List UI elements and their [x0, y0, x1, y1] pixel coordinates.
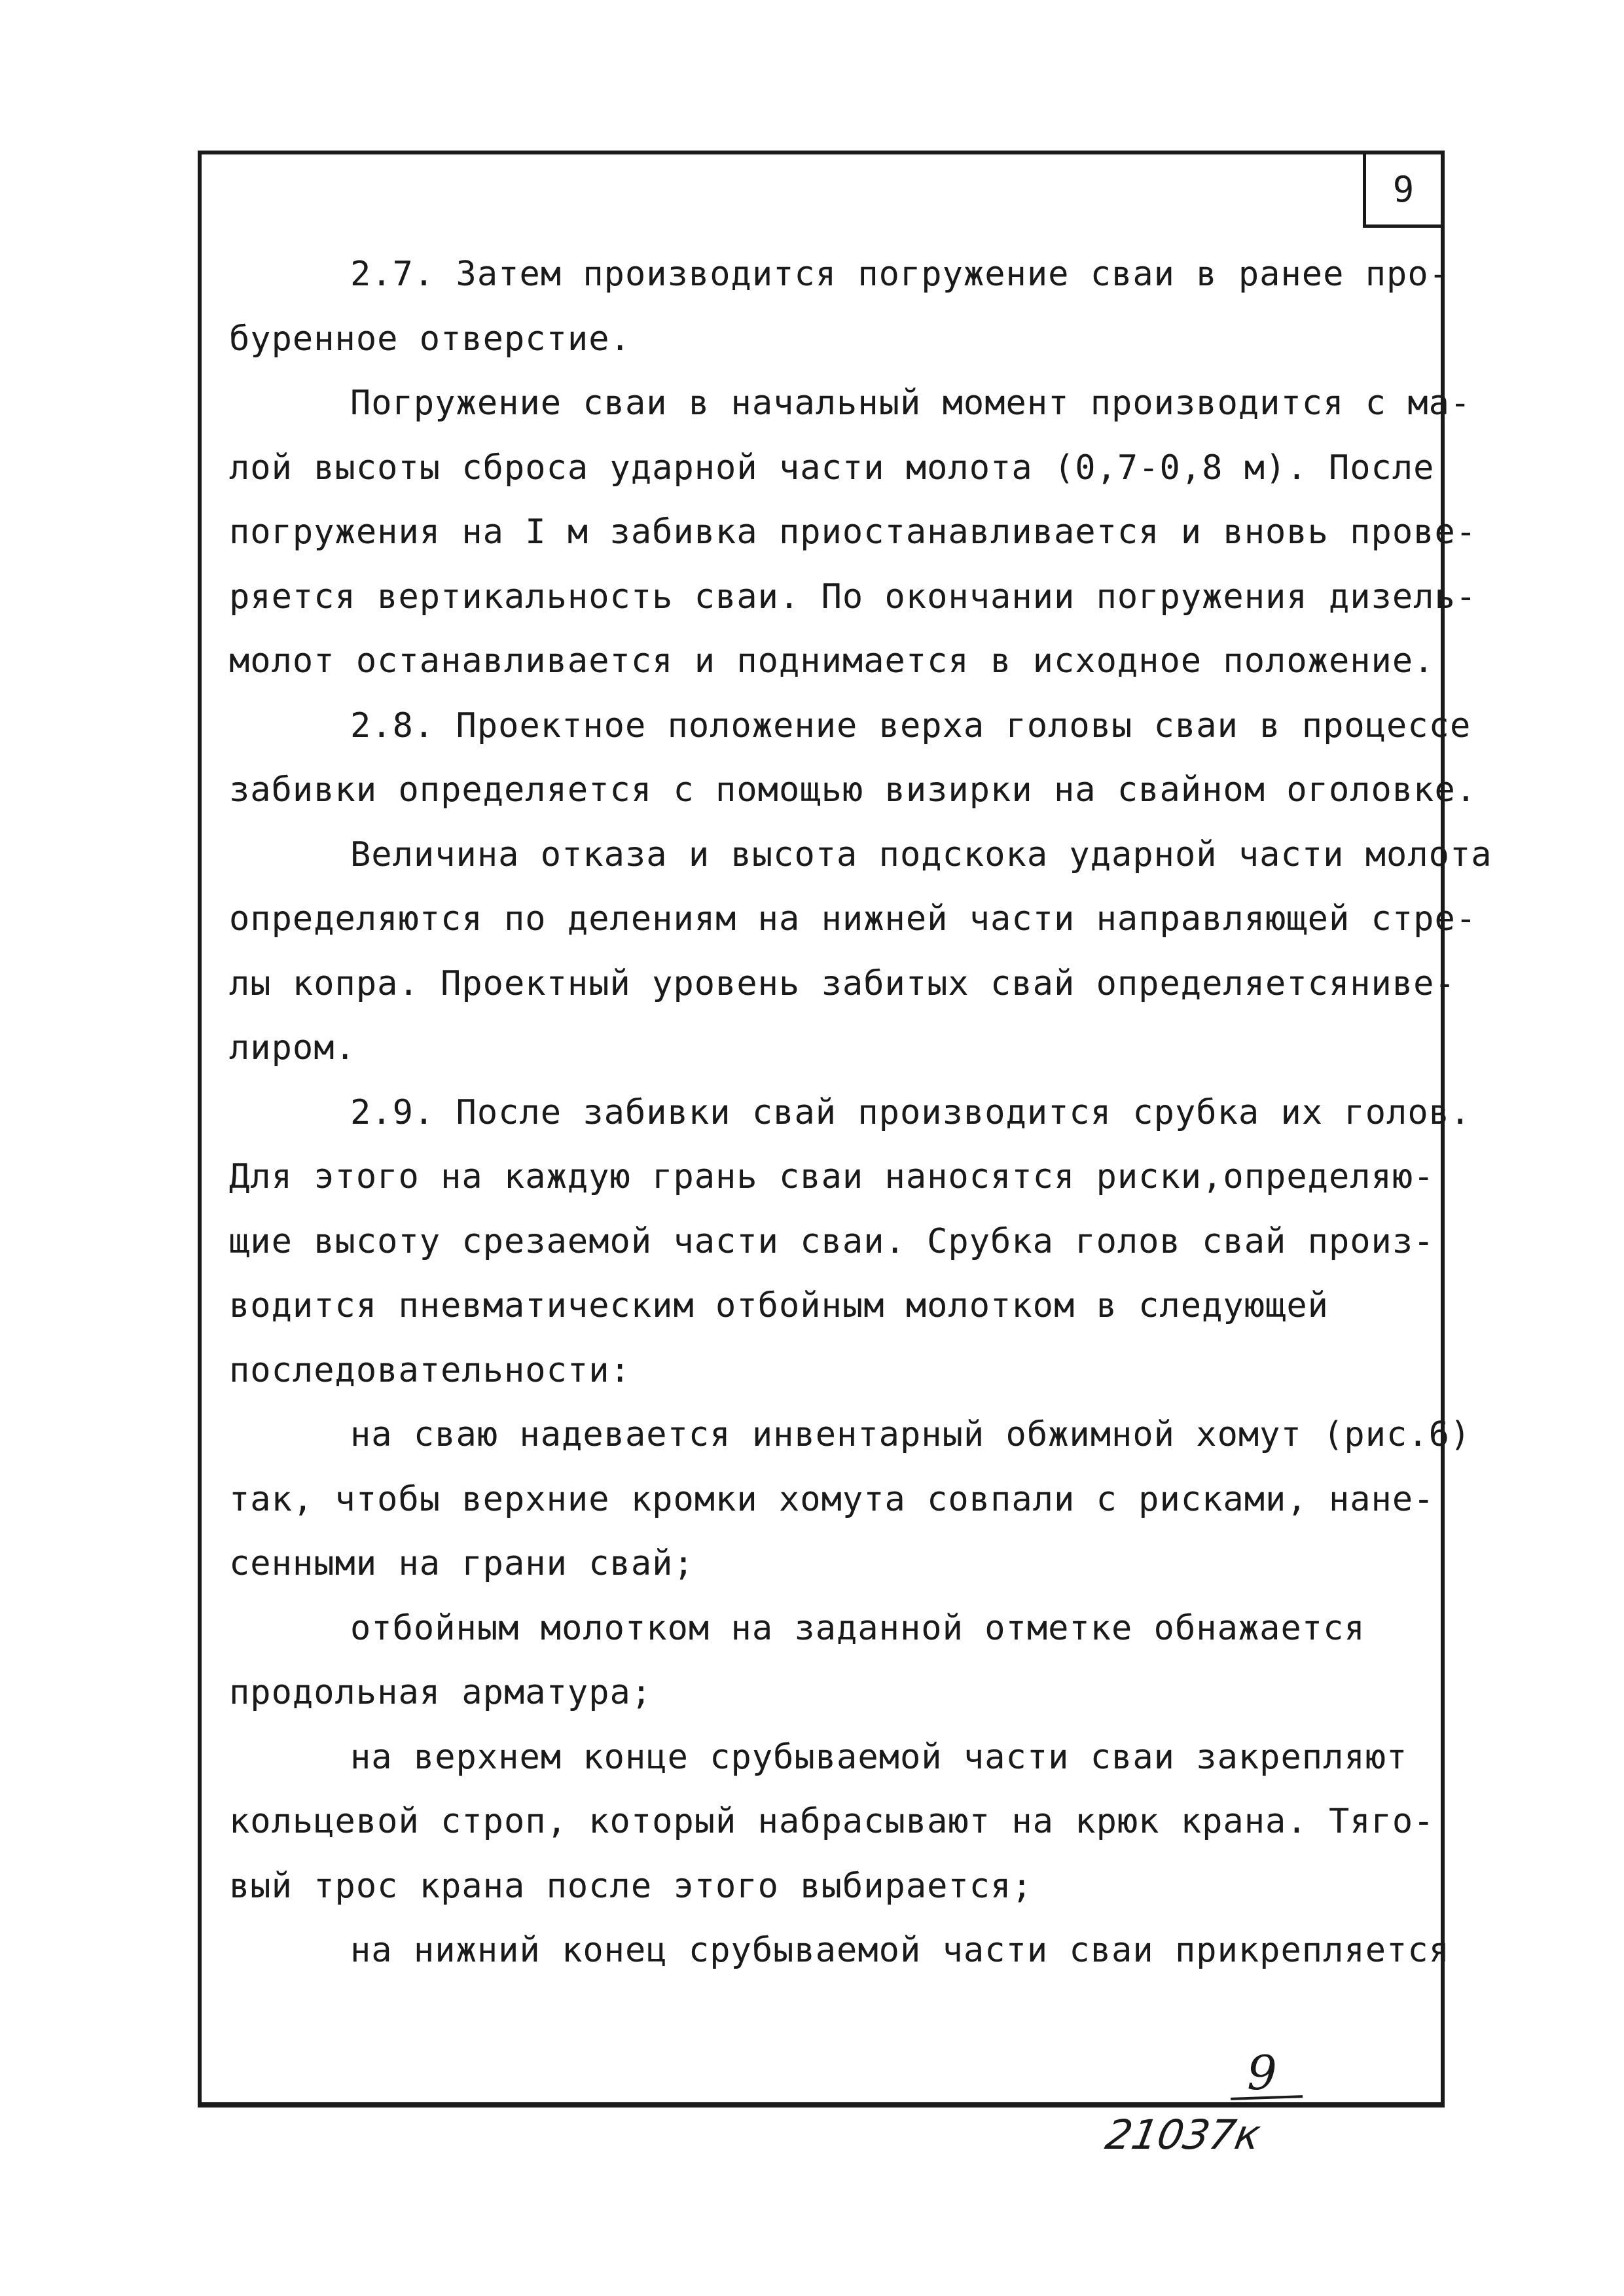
- text-line: сенными на грани свай;: [229, 1544, 695, 1583]
- text-line: 2.8. Проектное положение верха головы сваи в процессе: [350, 706, 1471, 745]
- text-line: Для этого на каждую грань сваи наносятся риски,определяю-: [229, 1157, 1435, 1196]
- text-line: забивки определяется с помощью визирки на свайном оголовке.: [229, 770, 1477, 810]
- text-line: последовательности:: [229, 1350, 631, 1390]
- body-text: [229, 242, 1492, 1983]
- text-line: ряется вертикальность сваи. По окончании погружения дизель-: [229, 577, 1477, 617]
- page-number-box: [1363, 151, 1445, 228]
- text-line: буренное отверстие.: [229, 319, 631, 359]
- text-line: отбойным молотком на заданной отметке обнажается: [350, 1608, 1365, 1648]
- handwritten-page-number: 9: [1247, 2045, 1277, 2100]
- text-line: кольцевой строп, который набрасывают на крюк крана. Тяго-: [229, 1802, 1435, 1841]
- text-line: на нижний конец срубываемой части сваи прикрепляется: [350, 1931, 1450, 1970]
- text-line: так, чтобы верхние кромки хомута совпали с рисками, нане-: [229, 1479, 1435, 1519]
- text-line: лой высоты сброса ударной части молота (0,7-0,8 м). После: [229, 448, 1435, 488]
- text-line: щие высоту срезаемой части сваи. Срубка голов свай произ-: [229, 1221, 1435, 1261]
- text-line: молот останавливается и поднимается в исходное положение.: [229, 641, 1435, 681]
- page-number: 9: [1392, 169, 1415, 210]
- text-line: Погружение сваи в начальный момент производится с ма-: [350, 384, 1471, 423]
- text-line: лиром.: [229, 1028, 356, 1067]
- text-line: водится пневматическим отбойным молотком в следующей: [229, 1286, 1329, 1325]
- text-line: на верхнем конце срубываемой части сваи закрепляют: [350, 1737, 1408, 1777]
- text-line: 2.7. Затем производится погружение сваи в ранее про-: [350, 255, 1450, 294]
- document-code: 21037к: [1102, 2111, 1265, 2159]
- text-line: погружения на I м забивка приостанавливается и вновь прове-: [229, 512, 1477, 552]
- text-line: 2.9. После забивки свай производится срубка их голов.: [350, 1092, 1471, 1132]
- text-line: лы копра. Проектный уровень забитых свай определяетсяниве-: [229, 963, 1456, 1003]
- text-line: определяются по делениям на нижней части направляющей стре-: [229, 899, 1477, 939]
- text-line: продольная арматура;: [229, 1673, 653, 1712]
- text-line: Величина отказа и высота подскока ударной части молота: [350, 834, 1492, 874]
- text-line: вый трос крана после этого выбирается;: [229, 1866, 1033, 1906]
- text-line: на сваю надевается инвентарный обжимной хомут (рис.6): [350, 1415, 1471, 1454]
